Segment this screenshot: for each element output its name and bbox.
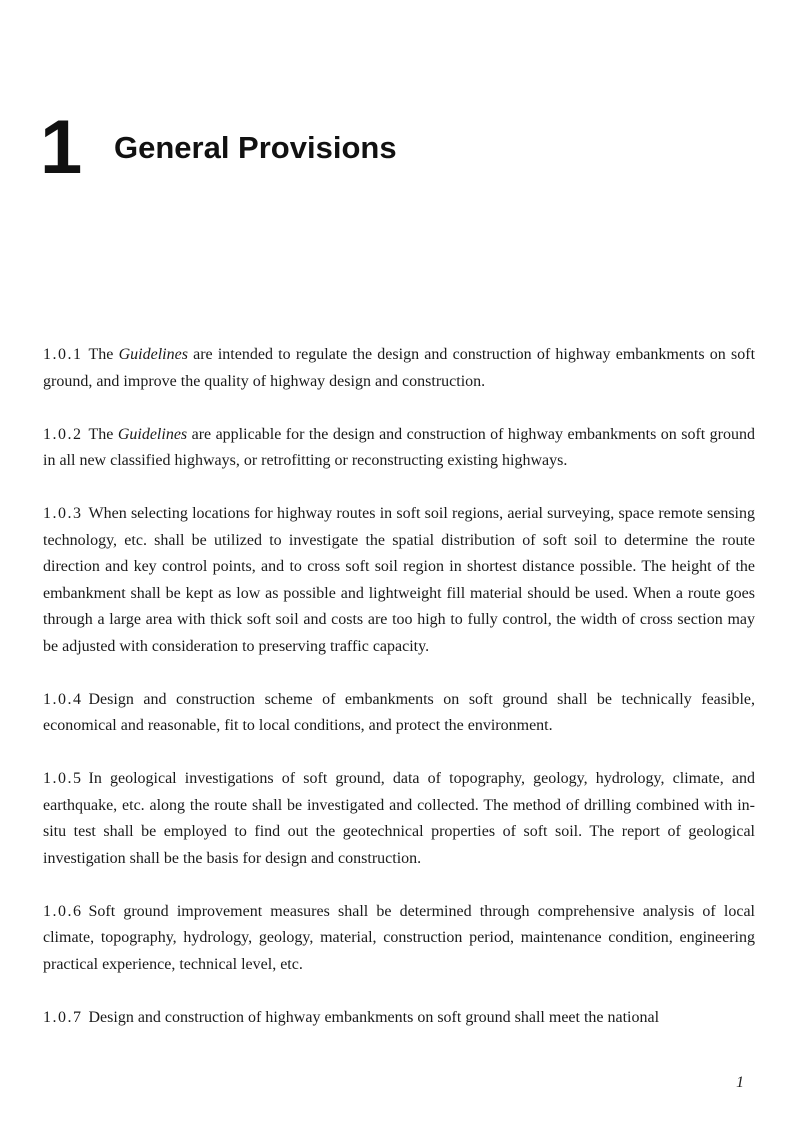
clause-text-lead: The (88, 346, 119, 363)
clause-number: 1.0.5 (43, 770, 83, 787)
clause-list (43, 342, 755, 1058)
clause-1-0-3 (43, 501, 755, 660)
clause-number: 1.0.7 (43, 1008, 83, 1026)
clause-text: When selecting locations for highway routes in soft soil regions, aerial surveying, space remote sensing technology, etc. shall be utilized to investigate the spatial distribution of soft soil to determine the route direction and key control points, and to cross soft soil region in shortest distance possible. The height of the embankment shall be kept as low as possible and lightweight fill material should be used. When a route goes through a large area with thick soft soil and costs are too high to fully control, the width of cross section may be adjusted with consideration to preserving traffic capacity. (43, 505, 755, 655)
clause-number: 1.0.6 (43, 902, 83, 920)
clause-text-lead: The (88, 425, 118, 443)
clause-number: 1.0.4 (43, 690, 83, 708)
clause-text: are intended to regulate the design and construction of highway embankments on soft ground, and improve the quality of highway design and construction. (43, 346, 756, 390)
clause-text: Design and construction scheme of embankments on soft ground shall be technically feasible, economical and reasonable, fit to local conditions, and protect the environment. (43, 690, 755, 734)
guidelines-title: Guidelines (118, 346, 188, 363)
chapter-number: 1 (40, 105, 83, 190)
clause-text: Soft ground improvement measures shall be determined through comprehensive analysis of local climate, topography, hydrology, geology, material, construction period, maintenance condition, engineering practical experience, technical level, etc. (43, 902, 755, 973)
clause-number: 1.0.3 (43, 505, 83, 522)
clause-number: 1.0.1 (43, 346, 83, 363)
clause-text: Design and construction of highway embankments on soft ground shall meet the national (88, 1008, 660, 1026)
guidelines-title: Guidelines (117, 425, 188, 443)
page-number: 1 (736, 1074, 744, 1091)
chapter-title: General Provisions (114, 130, 397, 165)
clause-1-0-6 (43, 899, 755, 979)
clause-text: In geological investigations of soft ground, data of topography, geology, hydrology, climate, and earthquake, etc. along the route shall be investigated and collected. The method of drilling combined with in-situ test shall be employed to find out the geotechnical properties of soft soil. The report of geological investigation shall be the basis for design and construction. (43, 770, 755, 867)
clause-text: are applicable for the design and construction of highway embankments on soft ground in all new classified highways, or retrofitting or reconstructing existing highways. (43, 425, 756, 469)
clause-1-0-7 (43, 1005, 755, 1032)
clause-1-0-4 (43, 687, 755, 740)
clause-1-0-2 (43, 422, 755, 475)
clause-number: 1.0.2 (43, 425, 83, 443)
clause-1-0-5 (43, 766, 755, 872)
clause-1-0-1 (43, 342, 755, 395)
